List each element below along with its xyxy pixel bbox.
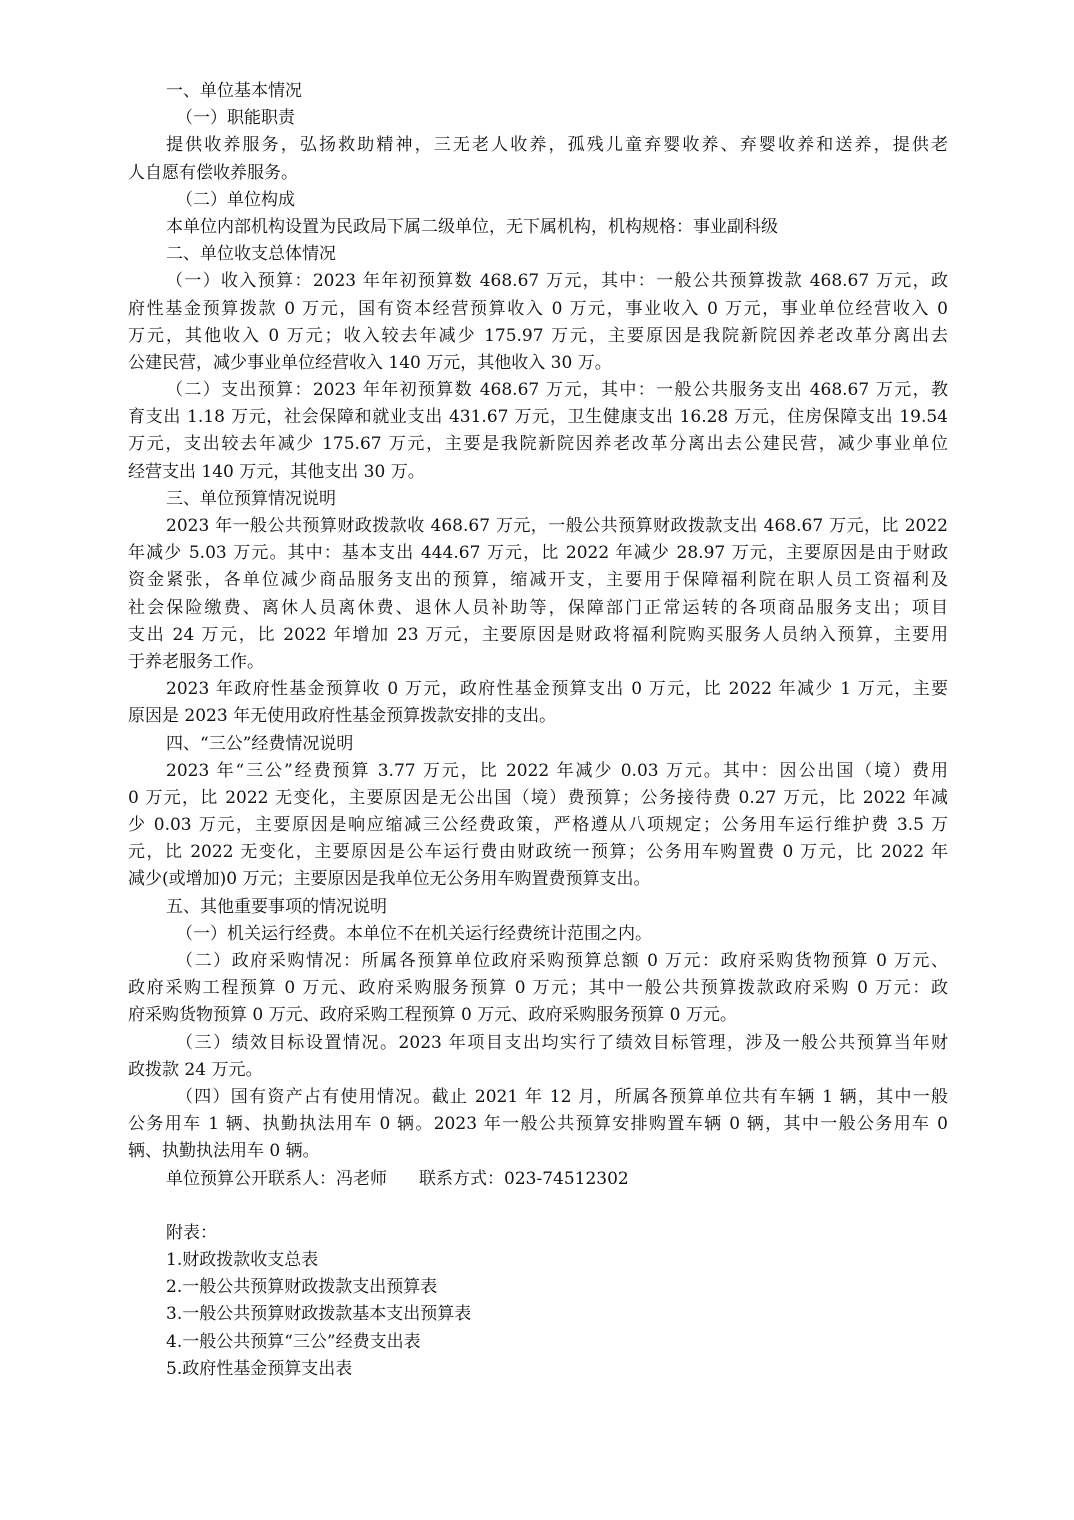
paragraph-line: 公务用车 1 辆、执勤执法用车 0 辆。2023 年一般公共预算安排购置车辆 0 辆，其中一般公务用车 0: [128, 1114, 948, 1135]
paragraph-line: 2023 年政府性基金预算收 0 万元，政府性基金预算支出 0 万元，比 2022 年减少 1 万元，主要: [166, 679, 948, 700]
paragraph-line: 万元，支出较去年减少 175.67 万元，主要是我院新院因养老改革分离出去公建民营，减少事业单位: [128, 434, 948, 455]
paragraph-line: 少 0.03 万元，主要原因是响应缩减三公经费政策，严格遵从八项规定；公务用车运行维护费 3.5 万: [128, 815, 948, 836]
contact-phone: 联系方式：023-74512302: [419, 1168, 629, 1189]
section-3-heading: 三、单位预算情况说明: [166, 488, 336, 509]
paragraph-line: 政府采购工程预算 0 万元、政府采购服务预算 0 万元；其中一般公共预算拨款政府采购 0 万元：政: [128, 978, 948, 999]
document-body: [128, 78, 948, 1383]
paragraph-line: 公建民营，减少事业单位经营收入 140 万元，其他收入 30 万。: [128, 352, 612, 373]
paragraph-line: 社会保险缴费、离休人员离休费、退休人员补助等，保障部门正常运转的各项商品服务支出；项目: [128, 597, 948, 618]
paragraph-line: 本单位内部机构设置为民政局下属二级单位，无下属机构，机构规格：事业副科级: [166, 216, 778, 237]
paragraph-line: 于养老服务工作。: [128, 651, 264, 672]
spacer: [128, 1193, 948, 1220]
paragraph-line: 减少(或增加)0 万元；主要原因是我单位无公务用车购置费预算支出。: [128, 869, 651, 890]
paragraph-line: （一）机关运行经费。本单位不在机关运行经费统计范围之内。: [176, 923, 652, 944]
paragraph-line: 府性基金预算拨款 0 万元，国有资本经营预算收入 0 万元，事业收入 0 万元，事业单位经营收入 0: [128, 298, 948, 319]
paragraph-line: （三）绩效目标设置情况。2023 年项目支出均实行了绩效目标管理，涉及一般公共预算当年财: [176, 1032, 948, 1053]
paragraph-line: 经营支出 140 万元，其他支出 30 万。: [128, 461, 425, 482]
section-2-heading: 二、单位收支总体情况: [166, 244, 336, 265]
appendix-item: 2.一般公共预算财政拨款支出预算表: [166, 1277, 438, 1298]
paragraph-line: 府采购货物预算 0 万元、政府采购工程预算 0 万元、政府采购服务预算 0 万元。: [128, 1005, 737, 1026]
paragraph-line: 万元，其他收入 0 万元；收入较去年减少 175.97 万元，主要原因是我院新院因养老改革分离出去: [128, 325, 948, 346]
paragraph-line: 育支出 1.18 万元，社会保障和就业支出 431.67 万元，卫生健康支出 16.28 万元，住房保障支出 19.54: [128, 407, 948, 428]
contact-line: [128, 1166, 948, 1193]
paragraph-line: 资金紧张，各单位减少商品服务支出的预算，缩减开支，主要用于保障福利院在职人员工资福利及: [128, 570, 948, 591]
subsection-1-2-heading: （二）单位构成: [176, 189, 295, 210]
paragraph-line: 0 万元，比 2022 无变化，主要原因是无公出国（境）费预算；公务接待费 0.27 万元，比 2022 年减: [128, 787, 948, 808]
subsection-1-1-heading: （一）职能职责: [176, 108, 295, 129]
paragraph-line: （四）国有资产占有使用情况。截止 2021 年 12 月，所属各预算单位共有车辆 1 辆，其中一般: [176, 1086, 948, 1107]
paragraph-line: 原因是 2023 年无使用政府性基金预算拨款安排的支出。: [128, 706, 557, 727]
section-5-heading: 五、其他重要事项的情况说明: [166, 896, 387, 917]
paragraph-line: 元，比 2022 无变化，主要原因是公车运行费由财政统一预算；公务用车购置费 0 万元，比 2022 年: [128, 842, 948, 863]
paragraph-line: 提供收养服务，弘扬救助精神，三无老人收养，孤残儿童弃婴收养、弃婴收养和送养，提供老: [166, 135, 948, 156]
paragraph-line: 年减少 5.03 万元。其中：基本支出 444.67 万元，比 2022 年减少 28.97 万元，主要原因是由于财政: [128, 543, 948, 564]
paragraph-line: （二）支出预算：2023 年年初预算数 468.67 万元，其中：一般公共服务支出 468.67 万元，教: [166, 380, 948, 401]
appendix-heading: 附表：: [166, 1222, 217, 1243]
contact-person: 单位预算公开联系人：冯老师: [166, 1168, 387, 1189]
section-4-heading: 四、“三公”经费情况说明: [166, 733, 354, 754]
appendix-item: 3.一般公共预算财政拨款基本支出预算表: [166, 1304, 472, 1325]
paragraph-line: 政拨款 24 万元。: [128, 1059, 263, 1080]
section-1-heading: 一、单位基本情况: [166, 81, 302, 101]
appendix-item: 4.一般公共预算“三公”经费支出表: [166, 1331, 421, 1352]
paragraph-line: 支出 24 万元，比 2022 年增加 23 万元，主要原因是财政将福利院购买服务人员纳入预算，主要用: [128, 624, 948, 645]
appendix-item: 5.政府性基金预算支出表: [166, 1358, 353, 1379]
paragraph-line: 2023 年“三公”经费预算 3.77 万元，比 2022 年减少 0.03 万元。其中：因公出国（境）费用: [166, 760, 948, 781]
paragraph-line: 人自愿有偿收养服务。: [128, 162, 298, 183]
appendix-item: 1.财政拨款收支总表: [166, 1250, 319, 1271]
paragraph-line: （二）政府采购情况：所属各预算单位政府采购预算总额 0 万元：政府采购货物预算 0 万元、: [176, 951, 948, 971]
paragraph-line: 2023 年一般公共预算财政拨款收 468.67 万元，一般公共预算财政拨款支出 468.67 万元，比 2022: [166, 516, 948, 536]
paragraph-line: 辆、执勤执法用车 0 辆。: [128, 1141, 320, 1162]
paragraph-line: （一）收入预算：2023 年年初预算数 468.67 万元，其中：一般公共预算拨款 468.67 万元，政: [166, 271, 948, 292]
